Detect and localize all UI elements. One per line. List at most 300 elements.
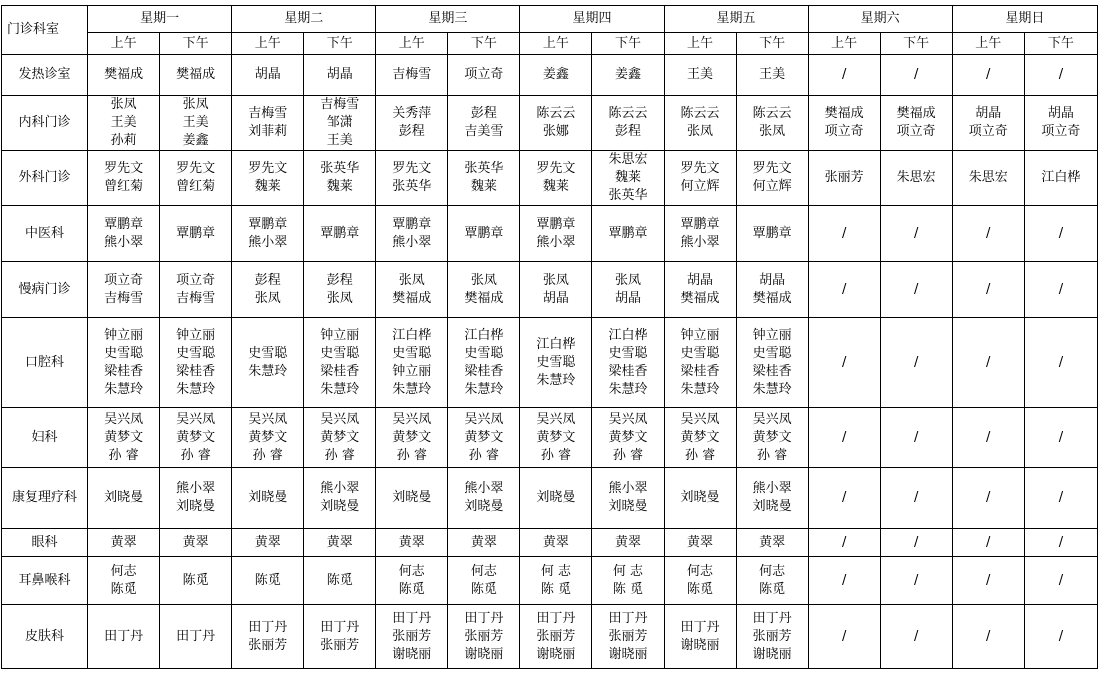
doctor-name: 刘晓曼 bbox=[248, 490, 288, 505]
doctor-name: 吉梅雪 bbox=[320, 97, 360, 112]
schedule-cell bbox=[520, 468, 592, 529]
schedule-cell bbox=[448, 96, 520, 151]
doctor-name: 黄梦文 bbox=[464, 429, 504, 445]
doctor-name: 朱慧玲 bbox=[248, 363, 288, 379]
doctor-name: 黄梦文 bbox=[392, 429, 432, 445]
schedule-cell bbox=[232, 318, 304, 408]
schedule-cell bbox=[520, 408, 592, 468]
doctor-name: 朱思宏 bbox=[968, 170, 1008, 185]
schedule-cell bbox=[232, 529, 304, 557]
doctor-name: 胡晶 bbox=[542, 290, 569, 306]
schedule-cell bbox=[160, 96, 232, 151]
doctor-name: 陈 觅 bbox=[540, 581, 571, 597]
doctor-name: / bbox=[913, 354, 919, 370]
doctor-name: 黄翠 bbox=[542, 534, 569, 550]
doctor-name: / bbox=[913, 572, 919, 588]
doctor-name: 朱慧玲 bbox=[392, 381, 432, 397]
doctor-name: 谢晓丽 bbox=[608, 646, 648, 662]
doctor-name: 史雪聪 bbox=[536, 354, 576, 370]
schedule-cell bbox=[664, 408, 736, 468]
doctor-name: 樊福成 bbox=[680, 290, 720, 306]
doctor-name: 孙 睿 bbox=[180, 447, 211, 463]
doctor-name: 何立辉 bbox=[752, 179, 792, 194]
schedule-cell bbox=[448, 262, 520, 318]
doctor-name: 何志 bbox=[110, 563, 137, 579]
doctor-name: 陈觅 bbox=[398, 581, 425, 597]
doctor-name: / bbox=[1058, 534, 1064, 550]
doctor-name: 吴兴凤 bbox=[176, 411, 216, 427]
doctor-name: 熊小翠 bbox=[536, 234, 576, 250]
doctor-name: 梁桂香 bbox=[464, 363, 504, 379]
schedule-cell bbox=[592, 262, 664, 318]
am-header: 上午 bbox=[232, 33, 304, 55]
doctor-name: 熊小翠 bbox=[464, 481, 504, 496]
schedule-cell bbox=[880, 318, 952, 408]
doctor-name: 孙 睿 bbox=[108, 447, 139, 463]
doctor-name: 熊小翠 bbox=[320, 481, 360, 496]
doctor-name: 黄梦文 bbox=[176, 429, 216, 445]
doctor-name: 熊小翠 bbox=[608, 481, 648, 496]
schedule-cell bbox=[592, 318, 664, 408]
doctor-name: / bbox=[841, 429, 847, 445]
schedule-cell bbox=[1024, 318, 1097, 408]
doctor-name: 覃鹏章 bbox=[608, 225, 648, 241]
doctor-name: 罗先文 bbox=[680, 161, 720, 176]
schedule-cell bbox=[88, 55, 160, 96]
doctor-name: 孙 睿 bbox=[757, 447, 788, 463]
doctor-name: 刘晓曼 bbox=[464, 499, 504, 514]
schedule-cell bbox=[1024, 151, 1097, 206]
schedule-cell bbox=[880, 151, 952, 206]
doctor-name: 彭程 bbox=[470, 106, 497, 121]
doctor-name: 梁桂香 bbox=[680, 363, 720, 379]
doctor-name: 史雪聪 bbox=[464, 345, 504, 361]
doctor-name: 陈云云 bbox=[752, 106, 792, 121]
day-header: 星期四 bbox=[520, 6, 664, 33]
table-row bbox=[2, 408, 1098, 468]
doctor-name: 朱思宏 bbox=[608, 152, 648, 167]
doctor-name: / bbox=[1058, 225, 1064, 241]
doctor-name: 朱思宏 bbox=[896, 170, 936, 185]
schedule-cell bbox=[160, 318, 232, 408]
day-header: 星期日 bbox=[952, 6, 1097, 33]
doctor-name: 吴兴凤 bbox=[608, 411, 648, 427]
pm-header: 下午 bbox=[736, 33, 808, 55]
doctor-name: 胡晶 bbox=[614, 290, 641, 306]
doctor-name: 钟立丽 bbox=[752, 327, 792, 343]
doctor-name: 孙莉 bbox=[110, 133, 137, 148]
doctor-name: 吴兴凤 bbox=[752, 411, 792, 427]
header-row-halves bbox=[2, 33, 1098, 55]
doctor-name: 张英华 bbox=[608, 188, 648, 203]
day-header: 星期三 bbox=[376, 6, 520, 33]
department-cell: 皮肤科 bbox=[2, 605, 88, 669]
doctor-name: / bbox=[986, 281, 991, 297]
schedule-cell bbox=[520, 318, 592, 408]
doctor-name: 项立奇 bbox=[896, 124, 936, 139]
doctor-name: 黄梦文 bbox=[608, 429, 648, 445]
doctor-name: 梁桂香 bbox=[608, 363, 648, 379]
schedule-cell bbox=[304, 206, 376, 262]
schedule-cell bbox=[664, 605, 736, 669]
doctor-name: 张英华 bbox=[392, 179, 432, 194]
doctor-name: / bbox=[841, 572, 847, 588]
schedule-cell bbox=[664, 529, 736, 557]
doctor-name: 陈觅 bbox=[326, 572, 353, 588]
schedule-cell bbox=[160, 151, 232, 206]
doctor-name: 王美 bbox=[759, 67, 786, 82]
doctor-name: / bbox=[841, 281, 847, 297]
doctor-name: / bbox=[841, 628, 847, 644]
doctor-name: 张凤 bbox=[254, 290, 281, 306]
schedule-cell bbox=[448, 529, 520, 557]
schedule-cell bbox=[880, 468, 952, 529]
doctor-name: / bbox=[986, 572, 991, 588]
doctor-name: 钟立丽 bbox=[680, 327, 720, 343]
doctor-name: 覃鹏章 bbox=[248, 216, 288, 232]
doctor-name: 樊福成 bbox=[392, 290, 432, 306]
schedule-cell bbox=[520, 55, 592, 96]
doctor-name: / bbox=[986, 67, 991, 82]
doctor-name: 刘晓曼 bbox=[608, 499, 648, 514]
doctor-name: 梁桂香 bbox=[752, 363, 792, 379]
schedule-cell bbox=[520, 96, 592, 151]
doctor-name: 樊福成 bbox=[896, 106, 936, 121]
doctor-name: 吉美雪 bbox=[464, 124, 504, 139]
doctor-name: 张丽芳 bbox=[320, 637, 360, 653]
schedule-cell bbox=[376, 408, 448, 468]
doctor-name: 魏莱 bbox=[470, 179, 497, 194]
schedule-cell bbox=[448, 605, 520, 669]
doctor-name: 胡晶 bbox=[254, 67, 281, 82]
doctor-name: 钟立丽 bbox=[104, 327, 144, 343]
pm-header: 下午 bbox=[592, 33, 664, 55]
schedule-cell bbox=[592, 468, 664, 529]
doctor-name: 樊福成 bbox=[752, 290, 792, 306]
schedule-cell bbox=[808, 262, 880, 318]
doctor-name: 陈云云 bbox=[536, 106, 576, 121]
schedule-cell bbox=[880, 262, 952, 318]
doctor-name: 黄梦文 bbox=[320, 429, 360, 445]
doctor-name: 姜鑫 bbox=[614, 67, 641, 82]
schedule-cell bbox=[808, 557, 880, 605]
day-header: 星期五 bbox=[664, 6, 808, 33]
schedule-cell bbox=[448, 206, 520, 262]
doctor-name: 吴兴凤 bbox=[464, 411, 504, 427]
schedule-cell bbox=[664, 468, 736, 529]
schedule-cell bbox=[736, 605, 808, 669]
doctor-name: 胡晶 bbox=[687, 272, 714, 288]
schedule-cell bbox=[304, 318, 376, 408]
table-row bbox=[2, 206, 1098, 262]
schedule-cell bbox=[232, 557, 304, 605]
doctor-name: 朱慧玲 bbox=[464, 381, 504, 397]
schedule-cell bbox=[160, 262, 232, 318]
doctor-name: 吴兴凤 bbox=[248, 411, 288, 427]
department-cell: 耳鼻喉科 bbox=[2, 557, 88, 605]
schedule-cell bbox=[952, 529, 1024, 557]
doctor-name: 张凤 bbox=[398, 272, 425, 288]
doctor-name: 覃鹏章 bbox=[176, 225, 216, 241]
doctor-name: 田丁丹 bbox=[608, 610, 648, 626]
am-header: 上午 bbox=[952, 33, 1024, 55]
doctor-name: 钟立丽 bbox=[320, 327, 360, 343]
doctor-name: 王美 bbox=[687, 67, 714, 82]
doctor-name: 张丽芳 bbox=[824, 170, 864, 185]
doctor-name: 田丁丹 bbox=[680, 619, 720, 635]
schedule-cell bbox=[664, 557, 736, 605]
doctor-name: 黄翠 bbox=[687, 534, 714, 550]
schedule-cell bbox=[880, 96, 952, 151]
schedule-cell bbox=[304, 151, 376, 206]
department-cell: 内科门诊 bbox=[2, 96, 88, 151]
doctor-name: 吴兴凤 bbox=[680, 411, 720, 427]
schedule-cell bbox=[88, 318, 160, 408]
doctor-name: 朱慧玲 bbox=[536, 372, 576, 388]
doctor-name: 刘晓曼 bbox=[392, 490, 432, 505]
schedule-cell bbox=[808, 151, 880, 206]
doctor-name: 邹潇 bbox=[326, 115, 353, 130]
department-cell: 妇科 bbox=[2, 408, 88, 468]
doctor-name: 朱慧玲 bbox=[608, 381, 648, 397]
schedule-cell bbox=[376, 206, 448, 262]
doctor-name: 田丁丹 bbox=[176, 628, 216, 644]
doctor-name: 吉梅雪 bbox=[104, 290, 144, 306]
doctor-name: 彭程 bbox=[398, 124, 425, 139]
am-header: 上午 bbox=[88, 33, 160, 55]
schedule-cell bbox=[160, 206, 232, 262]
doctor-name: 黄翠 bbox=[326, 534, 353, 550]
header-row-days bbox=[2, 6, 1098, 33]
doctor-name: / bbox=[1058, 628, 1064, 644]
doctor-name: 覃鹏章 bbox=[392, 216, 432, 232]
doctor-name: 张凤 bbox=[470, 272, 497, 288]
doctor-name: / bbox=[1058, 429, 1064, 445]
doctor-name: 刘晓曼 bbox=[752, 499, 792, 514]
doctor-name: / bbox=[913, 281, 919, 297]
schedule-cell bbox=[808, 605, 880, 669]
doctor-name: 曾红菊 bbox=[104, 179, 144, 194]
doctor-name: / bbox=[986, 225, 991, 241]
doctor-name: 王美 bbox=[182, 115, 209, 130]
doctor-name: / bbox=[986, 429, 991, 445]
doctor-name: 熊小翠 bbox=[104, 234, 144, 250]
am-header: 上午 bbox=[520, 33, 592, 55]
doctor-name: / bbox=[986, 354, 991, 370]
pm-header: 下午 bbox=[304, 33, 376, 55]
doctor-name: 史雪聪 bbox=[752, 345, 792, 361]
schedule-cell bbox=[376, 318, 448, 408]
doctor-name: 江白桦 bbox=[536, 336, 576, 352]
doctor-name: 黄翠 bbox=[470, 534, 497, 550]
doctor-name: 罗先文 bbox=[176, 161, 216, 176]
am-header: 上午 bbox=[664, 33, 736, 55]
department-cell: 慢病门诊 bbox=[2, 262, 88, 318]
doctor-name: 魏莱 bbox=[542, 179, 569, 194]
doctor-name: 陈云云 bbox=[608, 106, 648, 121]
doctor-name: 胡晶 bbox=[326, 67, 353, 82]
doctor-name: 黄梦文 bbox=[104, 429, 144, 445]
schedule-cell bbox=[736, 408, 808, 468]
doctor-name: 陈云云 bbox=[680, 106, 720, 121]
doctor-name: 吉梅雪 bbox=[392, 67, 432, 82]
schedule-cell bbox=[808, 55, 880, 96]
department-cell: 康复理疗科 bbox=[2, 468, 88, 529]
doctor-name: 罗先文 bbox=[104, 161, 144, 176]
schedule-cell bbox=[952, 262, 1024, 318]
schedule-cell bbox=[880, 605, 952, 669]
day-header: 星期一 bbox=[88, 6, 232, 33]
schedule-cell bbox=[232, 262, 304, 318]
doctor-name: 何 志 bbox=[612, 563, 644, 579]
schedule-cell bbox=[232, 55, 304, 96]
schedule-cell bbox=[952, 557, 1024, 605]
schedule-cell bbox=[808, 468, 880, 529]
doctor-name: 史雪聪 bbox=[104, 345, 144, 361]
doctor-name: 姜鑫 bbox=[182, 133, 209, 148]
schedule-cell bbox=[880, 557, 952, 605]
am-header: 上午 bbox=[376, 33, 448, 55]
doctor-name: 魏莱 bbox=[254, 179, 281, 194]
doctor-name: 吉梅雪 bbox=[248, 106, 288, 121]
doctor-name: 罗先文 bbox=[392, 161, 432, 176]
doctor-name: 朱慧玲 bbox=[680, 381, 720, 397]
doctor-name: 彭程 bbox=[614, 124, 641, 139]
schedule-cell bbox=[952, 206, 1024, 262]
schedule-cell bbox=[232, 468, 304, 529]
schedule-cell bbox=[808, 408, 880, 468]
doctor-name: 熊小翠 bbox=[392, 234, 432, 250]
pm-header: 下午 bbox=[1024, 33, 1097, 55]
doctor-name: 吉梅雪 bbox=[176, 290, 216, 306]
doctor-name: 关秀萍 bbox=[392, 106, 432, 121]
doctor-name: 覃鹏章 bbox=[680, 216, 720, 232]
doctor-name: 张丽芳 bbox=[392, 628, 432, 644]
doctor-name: 朱慧玲 bbox=[320, 381, 360, 397]
schedule-cell bbox=[88, 557, 160, 605]
doctor-name: / bbox=[1058, 354, 1064, 370]
doctor-name: 熊小翠 bbox=[176, 481, 216, 496]
doctor-name: / bbox=[986, 490, 991, 505]
doctor-name: 张丽芳 bbox=[608, 628, 648, 644]
doctor-name: 陈觅 bbox=[110, 581, 137, 597]
doctor-name: 熊小翠 bbox=[248, 234, 288, 250]
doctor-name: 黄翠 bbox=[254, 534, 281, 550]
schedule-cell bbox=[664, 55, 736, 96]
schedule-cell bbox=[448, 468, 520, 529]
doctor-name: 陈 觅 bbox=[612, 581, 644, 597]
schedule-cell bbox=[88, 206, 160, 262]
schedule-cell bbox=[736, 262, 808, 318]
doctor-name: / bbox=[841, 225, 847, 241]
doctor-name: 覃鹏章 bbox=[104, 216, 144, 232]
day-header: 星期二 bbox=[232, 6, 376, 33]
doctor-name: 刘晓曼 bbox=[320, 499, 360, 514]
doctor-name: 黄翠 bbox=[398, 534, 425, 550]
schedule-cell bbox=[448, 408, 520, 468]
doctor-name: 刘菲莉 bbox=[248, 124, 288, 139]
doctor-name: 覃鹏章 bbox=[536, 216, 576, 232]
doctor-name: 黄梦文 bbox=[536, 429, 576, 445]
schedule-cell bbox=[232, 605, 304, 669]
doctor-name: 罗先文 bbox=[248, 161, 288, 176]
doctor-name: 黄翠 bbox=[759, 534, 786, 550]
schedule-cell bbox=[592, 529, 664, 557]
schedule-cell bbox=[304, 96, 376, 151]
doctor-name: 曾红菊 bbox=[176, 179, 216, 194]
pm-header: 下午 bbox=[160, 33, 232, 55]
schedule-cell bbox=[664, 262, 736, 318]
schedule-cell bbox=[736, 96, 808, 151]
doctor-name: 覃鹏章 bbox=[320, 225, 360, 241]
schedule-cell bbox=[232, 96, 304, 151]
doctor-name: 彭程 bbox=[254, 272, 281, 288]
schedule-cell bbox=[880, 529, 952, 557]
doctor-name: 罗先文 bbox=[752, 161, 792, 176]
doctor-name: 张娜 bbox=[542, 124, 569, 139]
department-cell: 眼科 bbox=[2, 529, 88, 557]
schedule-cell bbox=[880, 55, 952, 96]
doctor-name: 樊福成 bbox=[824, 106, 864, 121]
corner-cell: 门诊科室 bbox=[2, 6, 88, 55]
doctor-name: 吴兴凤 bbox=[104, 411, 144, 427]
schedule-cell bbox=[520, 529, 592, 557]
doctor-name: / bbox=[913, 225, 919, 241]
department-cell: 发热诊室 bbox=[2, 55, 88, 96]
doctor-name: 谢晓丽 bbox=[680, 637, 720, 653]
doctor-name: 张凤 bbox=[326, 290, 353, 306]
doctor-name: / bbox=[1058, 490, 1064, 505]
doctor-name: 刘晓曼 bbox=[536, 490, 576, 505]
doctor-name: 张凤 bbox=[759, 124, 786, 139]
doctor-name: 王美 bbox=[326, 133, 353, 148]
doctor-name: 梁桂香 bbox=[176, 363, 216, 379]
schedule-cell bbox=[520, 557, 592, 605]
schedule-cell bbox=[592, 55, 664, 96]
schedule-cell bbox=[448, 55, 520, 96]
doctor-name: 江白桦 bbox=[608, 327, 648, 343]
doctor-name: 张丽芳 bbox=[752, 628, 792, 644]
schedule-cell bbox=[376, 605, 448, 669]
doctor-name: / bbox=[841, 354, 847, 370]
schedule-cell bbox=[808, 96, 880, 151]
doctor-name: 胡晶 bbox=[975, 106, 1002, 121]
schedule-cell bbox=[88, 408, 160, 468]
doctor-name: / bbox=[986, 628, 991, 644]
day-header: 星期六 bbox=[808, 6, 952, 33]
schedule-cell bbox=[520, 605, 592, 669]
doctor-name: 史雪聪 bbox=[320, 345, 360, 361]
schedule-cell bbox=[160, 408, 232, 468]
doctor-name: 吴兴凤 bbox=[392, 411, 432, 427]
doctor-name: 刘晓曼 bbox=[104, 490, 144, 505]
doctor-name: 张丽芳 bbox=[248, 637, 288, 653]
doctor-name: 何 志 bbox=[540, 563, 571, 579]
schedule-cell bbox=[520, 206, 592, 262]
department-cell: 中医科 bbox=[2, 206, 88, 262]
schedule-cell bbox=[592, 605, 664, 669]
doctor-name: 覃鹏章 bbox=[464, 225, 504, 241]
schedule-cell bbox=[952, 468, 1024, 529]
table-row bbox=[2, 605, 1098, 669]
doctor-name: 项立奇 bbox=[824, 124, 864, 139]
doctor-name: 史雪聪 bbox=[680, 345, 720, 361]
doctor-name: 钟立丽 bbox=[176, 327, 216, 343]
schedule-cell bbox=[808, 318, 880, 408]
doctor-name: 史雪聪 bbox=[248, 345, 288, 361]
schedule-cell bbox=[880, 206, 952, 262]
schedule-cell bbox=[376, 557, 448, 605]
